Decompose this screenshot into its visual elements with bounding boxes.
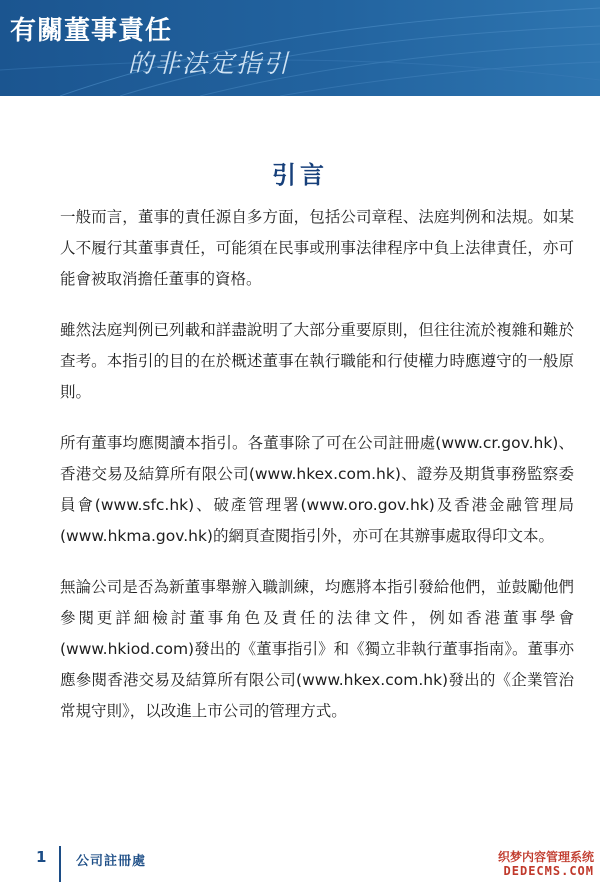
footer-divider	[59, 846, 61, 882]
header-banner	[0, 0, 600, 96]
paragraph-1: 一般而言，董事的責任源自多方面，包括公司章程、法庭判例和法規。如某人不履行其董事責任，可能須在民事或刑事法律程序中負上法律責任，亦可能會被取消擔任董事的資格。	[60, 208, 574, 288]
footer-department: 公司註冊處	[76, 854, 147, 869]
page-number: 1	[36, 848, 47, 866]
watermark-line-1: 织梦内容管理系统	[497, 850, 594, 864]
watermark-line-2: DEDECMS.COM	[503, 864, 594, 878]
document-title: 有關董事責任	[10, 16, 173, 46]
watermark	[498, 850, 594, 878]
paragraph-3: 所有董事均應閱讀本指引。各董事除了可在公司註冊處(www.cr.gov.hk)、香港交易及結算所有限公司(www.hkex.com.hk)、證券及期貨事務監察委員會(www.sfc.hk)、破產管理署(www.oro.gov.hk)及香港金融管理局(www.hkma.gov.hk)的網頁查閱指引外，亦可在其辦事處取得印文本。	[60, 434, 574, 545]
document-subtitle: 的非法定指引	[128, 49, 291, 78]
paragraph-2: 雖然法庭判例已列載和詳盡說明了大部分重要原則，但往往流於複雜和難於查考。本指引的目的在於概述董事在執行職能和行使權力時應遵守的一般原則。	[60, 321, 574, 401]
body-text	[60, 202, 574, 747]
paragraph-4: 無論公司是否為新董事舉辦入職訓練，均應將本指引發給他們，並鼓勵他們參閱更詳細檢討董事角色及責任的法律文件，例如香港董事學會(www.hkiod.com)發出的《董事指引》和《獨立非執行董事指南》。董事亦應參閱香港交易及結算所有限公司(www.hkex.com.hk)發出的《企業管治常規守則》，以改進上市公司的管理方式。	[60, 578, 574, 720]
section-heading: 引言	[272, 161, 328, 189]
